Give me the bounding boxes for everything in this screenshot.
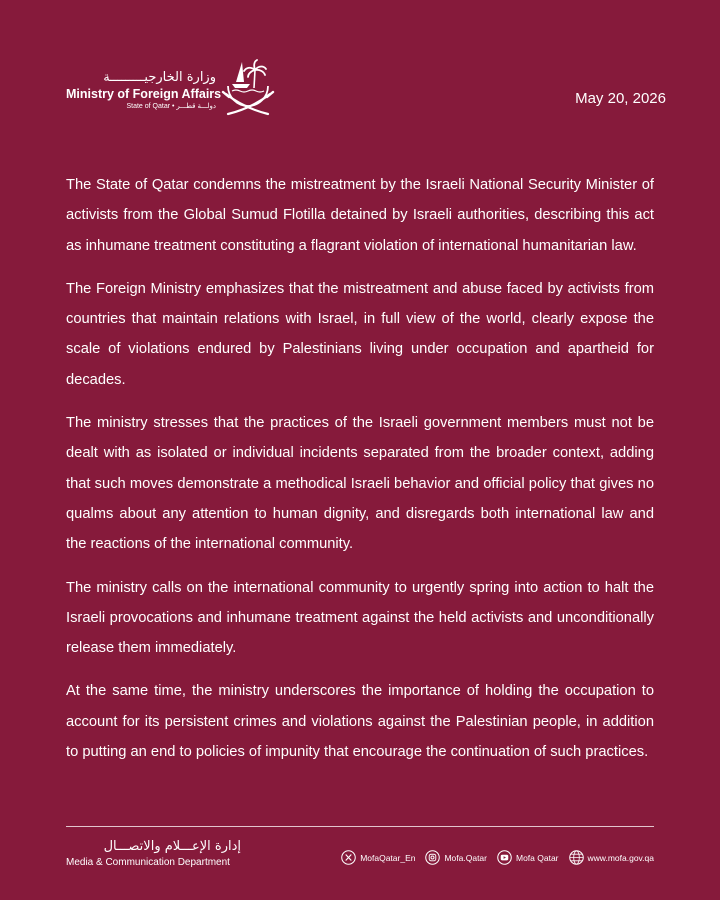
footer xyxy=(66,838,654,878)
instagram-icon xyxy=(425,850,440,865)
social-youtube[interactable] xyxy=(497,850,559,865)
social-x[interactable] xyxy=(341,850,415,865)
social-links xyxy=(341,850,654,865)
statement-date: May 20, 2026 xyxy=(575,90,666,107)
statement-paragraph: The ministry stresses that the practices of the Israeli government members must not be dealt with as isolated or individual incidents separated from the broader context, adding that such moves demonstrate a methodical Israeli behavior and official policy that gives no qualms about any attention to human dignity, and disregards both international law and the reactions of the international community. xyxy=(66,415,654,553)
social-instagram[interactable] xyxy=(425,850,487,865)
logo-english: Ministry of Foreign Affairs xyxy=(66,87,222,101)
header xyxy=(66,56,666,120)
social-label: Mofa.Qatar xyxy=(444,852,487,863)
logo-arabic: وزارة الخارجيـــــــــة xyxy=(103,70,216,85)
statement-paragraph: At the same time, the ministry underscores the importance of holding the occupation to account for its persistent crimes and violations against the Palestinian people, in addition to putting an end to policies of impunity that encourage the continuation of such practices. xyxy=(66,683,654,761)
statement-paragraph: The ministry calls on the international community to urgently spring into action to halt the Israeli provocations and inhumane treatment against the held activists and unconditionally release them immediately. xyxy=(66,579,654,657)
department-arabic: إدارة الإعـــلام والاتصـــال xyxy=(103,839,241,854)
ministry-logo-text xyxy=(66,70,222,112)
department-label xyxy=(66,838,241,870)
social-label: www.mofa.gov.qa xyxy=(587,852,654,863)
social-label: MofaQatar_En xyxy=(360,852,416,863)
social-label: Mofa Qatar xyxy=(516,852,559,863)
globe-icon xyxy=(569,850,584,865)
qatar-emblem-icon xyxy=(220,56,276,120)
social-website[interactable] xyxy=(569,850,654,865)
footer-divider xyxy=(66,826,654,827)
statement-paragraph: The State of Qatar condemns the mistreatment by the Israeli National Security Minister of activists from the Global Sumud Flotilla detained by Israeli authorities, describing this act as inhumane treatment constituting a flagrant violation of international humanitarian law. xyxy=(66,177,654,254)
logo-subtitle: State of Qatar • دولـــة قطـــر xyxy=(126,103,216,110)
youtube-icon xyxy=(497,850,512,865)
department-english: Media & Communication Department xyxy=(66,857,230,868)
statement-paragraph: The Foreign Ministry emphasizes that the mistreatment and abuse faced by activists from countries that maintain relations with Israel, in full view of the world, clearly expose the scale of violations endured by Palestinians living under occupation and apartheid for decades. xyxy=(66,280,654,388)
statement-body xyxy=(66,170,654,780)
x-twitter-icon xyxy=(341,850,356,865)
